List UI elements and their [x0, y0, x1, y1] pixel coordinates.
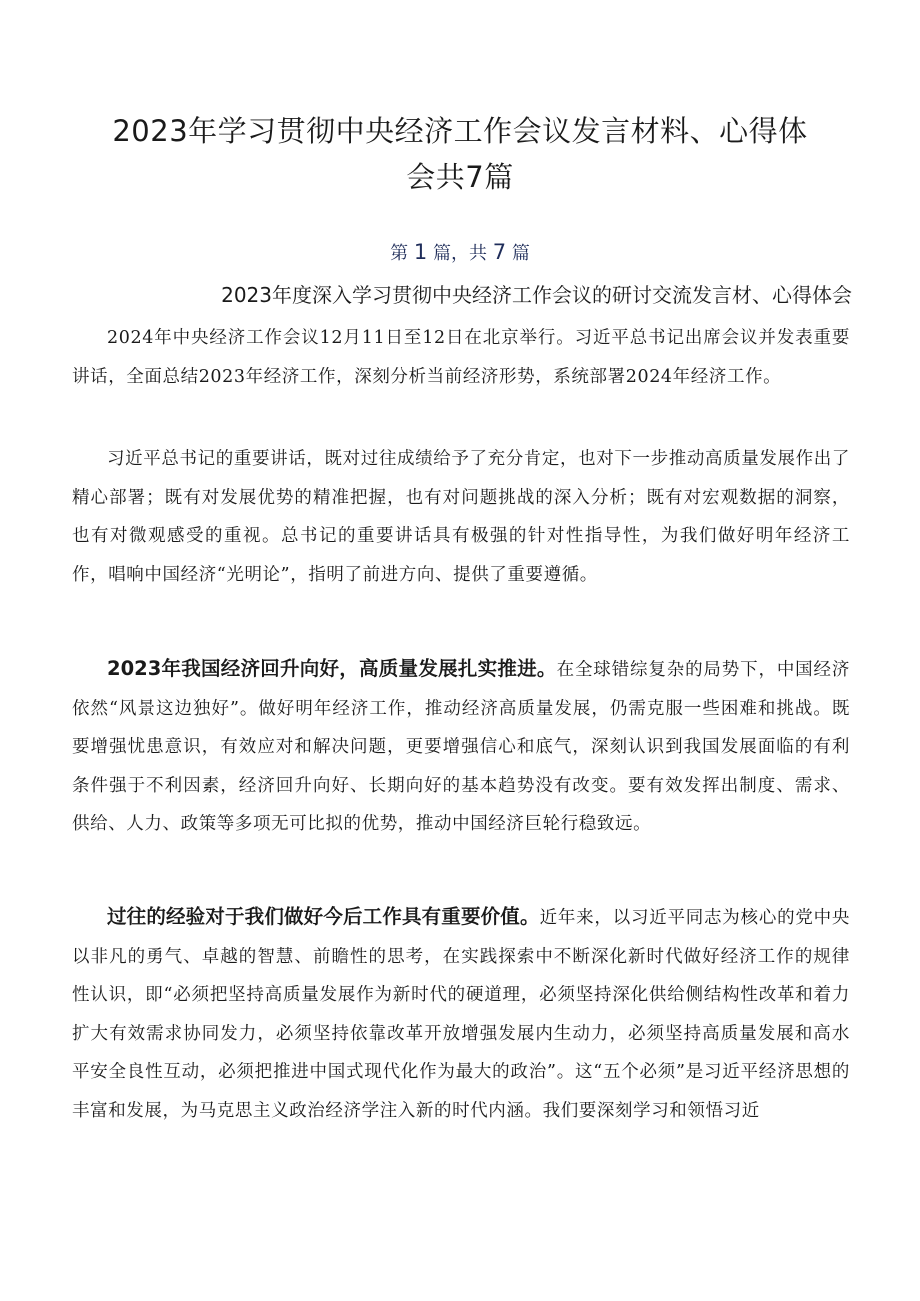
paragraph-2 — [72, 440, 850, 594]
paragraph-3-lead: 2023年我国经济回升向好，高质量发展扎实推进。 — [107, 657, 557, 680]
paragraph-3-text: 在全球错综复杂的局势下，中国经济依然“风景这边独好”。做好明年经济工作，推动经济高质量发展，仍需克服一些困难和挑战。既要增强忧患意识，有效应对和解决问题，更要增强信心和底气，深刻认识到我国发展面临的有利条件强于不利因素，经济回升向好、长期向好的基本趋势没有改变。要有效发挥出制度、需求、供给、人力、政策等多项无可比拟的优势，推动中国经济巨轮行稳致远。 — [72, 660, 850, 835]
paragraph-4-lead: 过往的经验对于我们做好今后工作具有重要价值。 — [107, 905, 540, 928]
counter-total: 7 — [492, 240, 507, 264]
paragraph-2-text: 习近平总书记的重要讲话，既对过往成绩给予了充分肯定，也对下一步推动高质量发展作出了精心部署；既有对发展优势的精准把握，也有对问题挑战的深入分析；既有对宏观数据的洞察，也有对微观感受的重视。总书记的重要讲话具有极强的针对性指导性，为我们做好明年经济工作，唱响中国经济“光明论”，指明了前进方向、提供了重要遵循。 — [72, 449, 850, 585]
article-title: 2023年度深入学习贯彻中央经济工作会议的研讨交流发言材、心得体会 — [221, 283, 852, 307]
counter-suffix: 篇 — [511, 243, 530, 264]
counter-current: 1 — [413, 240, 428, 264]
article-counter — [0, 236, 920, 270]
document-title: 2023年学习贯彻中央经济工作会议发言材料、心得体会共7篇 — [112, 114, 808, 194]
paragraph-4-text: 近年来，以习近平同志为核心的党中央以非凡的勇气、卓越的智慧、前瞻性的思考，在实践探索中不断深化新时代做好经济工作的规律性认识，即“必须把坚持高质量发展作为新时代的硬道理，必须坚持深化供给侧结构性改革和着力扩大有效需求协同发力，必须坚持依靠改革开放增强发展内生动力，必须坚持高质量发展和高水平安全良性互动，必须把推进中国式现代化作为最大的政治”。这“五个必须”是习近平经济思想的丰富和发展，为马克思主义政治经济学注入新的时代内涵。我们要深刻学习和领悟习近 — [72, 908, 850, 1121]
counter-prefix: 第 — [390, 243, 409, 264]
counter-middle: 篇，共 — [433, 243, 487, 264]
paragraph-4 — [72, 898, 850, 1131]
paragraph-3 — [72, 650, 850, 844]
paragraph-1 — [72, 319, 850, 396]
paragraph-1-text: 2024年中央经济工作会议12月11日至12日在北京举行。习近平总书记出席会议并发表重要讲话，全面总结2023年经济工作，深刻分析当前经济形势，系统部署2024年经济工作。 — [72, 328, 850, 387]
